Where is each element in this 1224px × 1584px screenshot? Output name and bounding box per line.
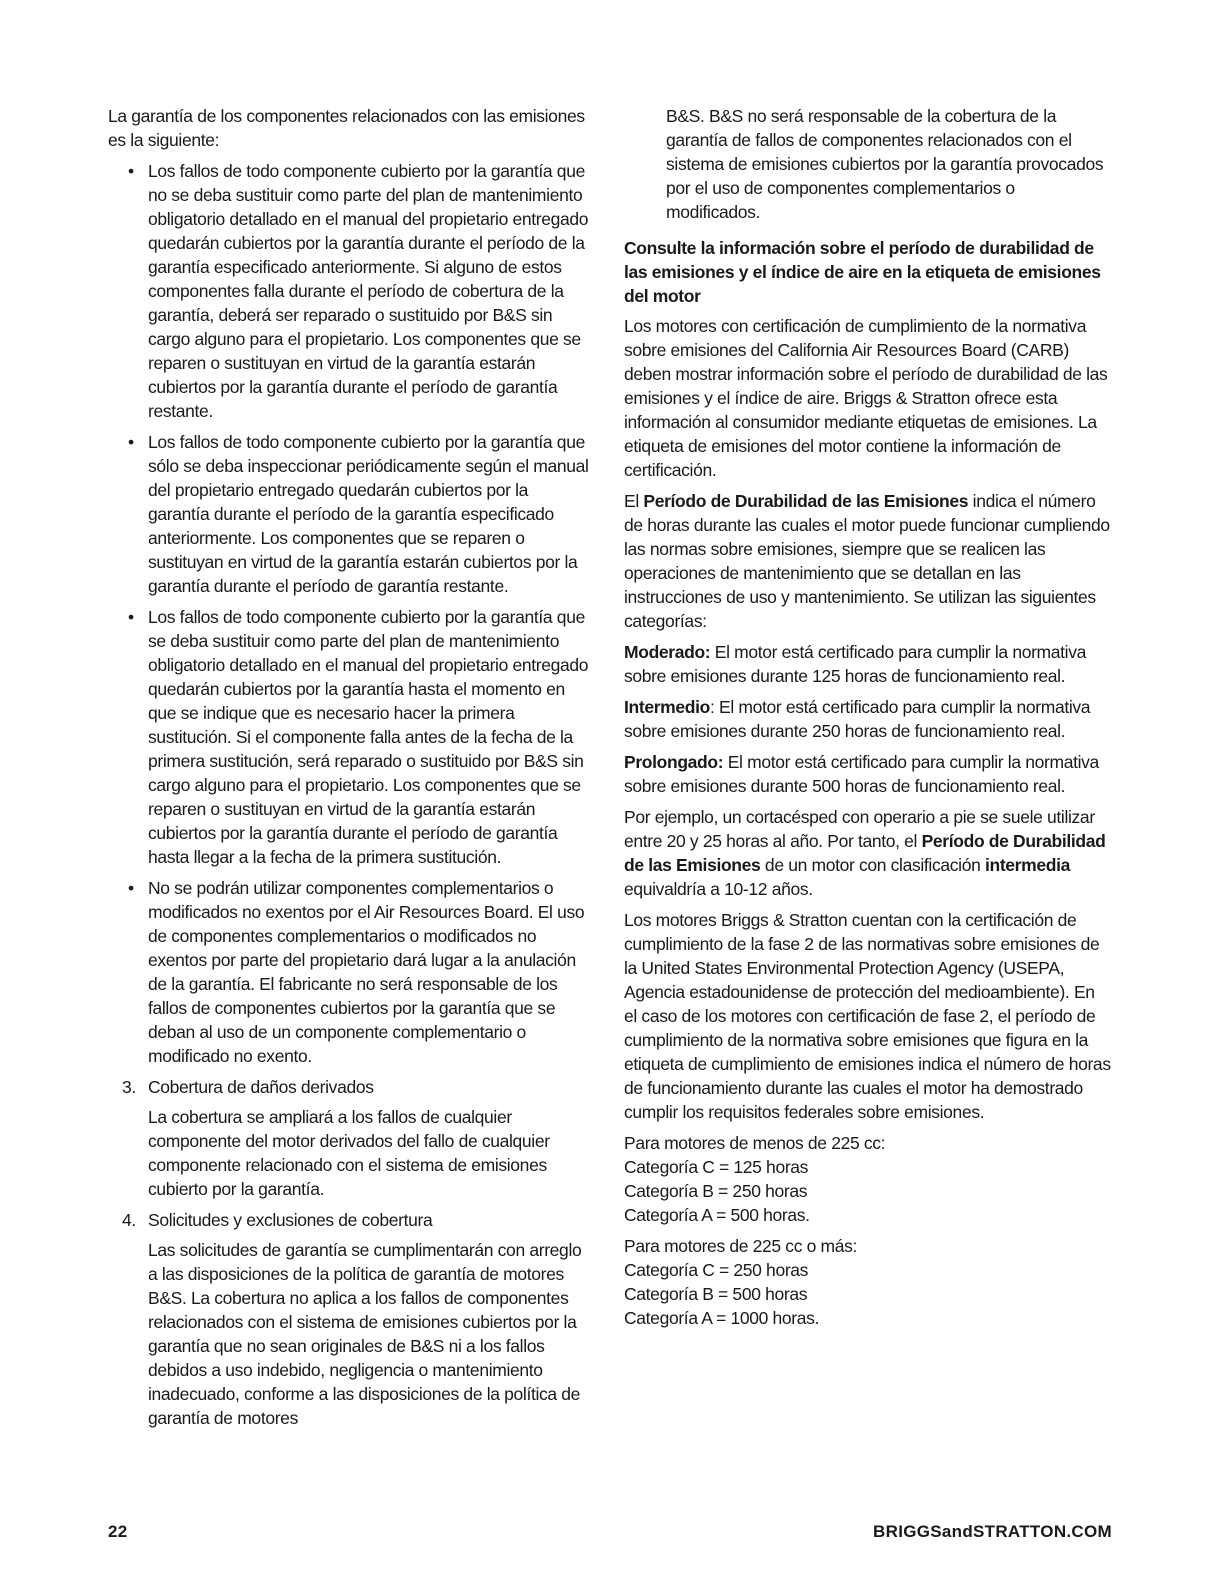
bold-term: intermedia (984, 855, 1070, 875)
bold-term: Período de Durabilidad de las Emisiones (624, 831, 1106, 875)
usepa-paragraph: Los motores Briggs & Stratton cuentan con la certificación de cumplimiento de la fase 2 de las normativas sobre emisiones de la United States Environmental Protection Agency (USEPA, Agencia estadounidense de protección del medioambiente). En el caso de los motores con certificación de fase 2, el período de cumplimiento de la normativa sobre emisiones que figura en la etiqueta de cumplimiento de emisiones indica el número de horas de funcionamiento durante las cuales el motor ha demostrado cumplir los requisitos federales sobre emisiones. (624, 910, 1111, 1122)
category-label: Moderado: (624, 642, 711, 662)
category-label: Prolongado: (624, 752, 724, 772)
bullet-icon: • (128, 878, 134, 898)
category-label: Intermedio (624, 697, 710, 717)
intro-paragraph: La garantía de los componentes relacionados con las emisiones es la siguiente: (108, 106, 585, 150)
category-prolongado (624, 750, 1112, 798)
category-line: Categoría A = 500 horas. (624, 1205, 810, 1225)
text-run: Por ejemplo, un cortacésped con operario a pie se suele utilizar entre 20 y 25 horas al año. Por tanto, el (624, 807, 1095, 851)
list-title: Para motores de menos de 225 cc: (624, 1133, 886, 1153)
bullet-text: Los fallos de todo componente cubierto por la garantía que no se deba sustituir como parte del plan de mantenimiento obligatorio detallado en el manual del propietario entregado quedarán cubiertos por la garantía durante el período de la garantía especificado anteriormente. Si alguno de estos componentes falla durante el período de cobertura de la garantía, deberá ser reparado o sustituido por B&S sin cargo alguno para el propietario. Los componentes que se reparen o sustituyan en virtud de la garantía estarán cubiertos por la garantía durante el período de garantía restante. (148, 161, 589, 421)
coverage-bullet-list (108, 159, 593, 1068)
item-title: Cobertura de daños derivados (148, 1077, 374, 1097)
category-moderado (624, 640, 1112, 688)
continuation-paragraph: B&S. B&S no será responsable de la cobertura de la garantía de fallos de componentes relacionados con el sistema de emisiones cubiertos por la garantía provocados por el uso de componentes complementarios o modificados. (666, 106, 1104, 222)
bullet-icon: • (128, 432, 134, 452)
text-run: El (624, 491, 644, 511)
right-column (624, 104, 1112, 1337)
item-title: Solicitudes y exclusiones de cobertura (148, 1210, 433, 1230)
durability-paragraph (624, 489, 1112, 633)
category-line: Categoría C = 125 horas (624, 1157, 809, 1177)
list-title: Para motores de 225 cc o más: (624, 1236, 858, 1256)
category-line: Categoría B = 500 horas (624, 1284, 808, 1304)
numbered-list (108, 1075, 593, 1430)
numbered-item-3 (122, 1075, 593, 1201)
section-heading: Consulte la información sobre el período de durabilidad de las emisiones y el índice de aire en la etiqueta de emisiones del motor (624, 238, 1101, 306)
example-paragraph (624, 805, 1112, 901)
bullet-icon: • (128, 161, 134, 181)
left-column (108, 104, 593, 1437)
bullet-icon: • (128, 607, 134, 627)
under-225cc-list (624, 1131, 1112, 1227)
item-body: La cobertura se ampliará a los fallos de cualquier componente del motor derivados del fallo de cualquier componente relacionado con el sistema de emisiones cubierto por la garantía. (148, 1107, 550, 1199)
website-url: BRIGGSandSTRATTON.COM (873, 1522, 1112, 1541)
item-number: 3. (122, 1077, 136, 1097)
bullet-text: Los fallos de todo componente cubierto por la garantía que sólo se deba inspeccionar periódicamente según el manual del propietario entregado quedarán cubiertos por la garantía durante el período de la garantía especificado anteriormente. Los componentes que se reparen o sustituyan en virtud de la garantía estarán cubiertos por la garantía durante el período de garantía restante. (148, 432, 589, 596)
carb-paragraph: Los motores con certificación de cumplimiento de la normativa sobre emisiones del California Air Resources Board (CARB) deben mostrar información sobre el período de durabilidad de las emisiones y el índice de aire. Briggs & Stratton ofrece esta información al consumidor mediante etiquetas de emisiones. La etiqueta de emisiones del motor contiene la información de certificación. (624, 316, 1108, 480)
bullet-text: Los fallos de todo componente cubierto por la garantía que se deba sustituir como parte del plan de mantenimiento obligatorio detallado en el manual del propietario entregado quedarán cubiertos por la garantía hasta el momento en que se indique que es necesario hacer la primera sustitución. Si el componente falla antes de la fecha de la primera sustitución, será reparado o sustituido por B&S sin cargo alguno para el propietario. Los componentes que se reparen o sustituyan en virtud de la garantía estarán cubiertos por la garantía durante el período de garantía hasta llegar a la fecha de la primera sustitución. (148, 607, 589, 867)
page-number: 22 (108, 1522, 128, 1541)
bullet-text: No se podrán utilizar componentes complementarios o modificados no exentos por el Air Resources Board. El uso de componentes complementarios o modificados no exentos por parte del propietario dará lugar a la anulación de la garantía. El fabricante no será responsable de los fallos de componentes cubiertos por la garantía que se deban al uso de un componente complementario o modificado no exento. (148, 878, 585, 1066)
item-number: 4. (122, 1210, 136, 1230)
bullet-item (128, 605, 593, 869)
category-text: : El motor está certificado para cumplir la normativa sobre emisiones durante 250 horas de funcionamiento real. (624, 697, 1091, 741)
text-run: de un motor con clasificación (760, 855, 985, 875)
category-line: Categoría C = 250 horas (624, 1260, 809, 1280)
category-line: Categoría B = 250 horas (624, 1181, 808, 1201)
category-intermedio (624, 695, 1112, 743)
category-text: El motor está certificado para cumplir la normativa sobre emisiones durante 125 horas de funcionamiento real. (624, 642, 1087, 686)
item-body: Las solicitudes de garantía se cumplimentarán con arreglo a las disposiciones de la política de garantía de motores B&S. La cobertura no aplica a los fallos de componentes relacionados con el sistema de emisiones cubiertos por la garantía que no sean originales de B&S ni a los fallos debidos a uso indebido, negligencia o mantenimiento inadecuado, conforme a las disposiciones de la política de garantía de motores (148, 1240, 582, 1428)
text-run: equivaldría a 10-12 años. (624, 879, 813, 899)
bullet-item (128, 876, 593, 1068)
text-run: indica el número de horas durante las cuales el motor puede funcionar cumpliendo las normas sobre emisiones, siempre que se realicen las operaciones de mantenimiento que se detallan en las instrucciones de uso y mantenimiento. Se utilizan las siguientes categorías: (624, 491, 1110, 631)
over-225cc-list (624, 1234, 1112, 1330)
category-line: Categoría A = 1000 horas. (624, 1308, 820, 1328)
numbered-item-4 (122, 1208, 593, 1430)
category-text: El motor está certificado para cumplir la normativa sobre emisiones durante 500 horas de funcionamiento real. (624, 752, 1099, 796)
bold-term: Período de Durabilidad de las Emisiones (643, 491, 969, 511)
bullet-item (128, 430, 593, 598)
bullet-item (128, 159, 593, 423)
